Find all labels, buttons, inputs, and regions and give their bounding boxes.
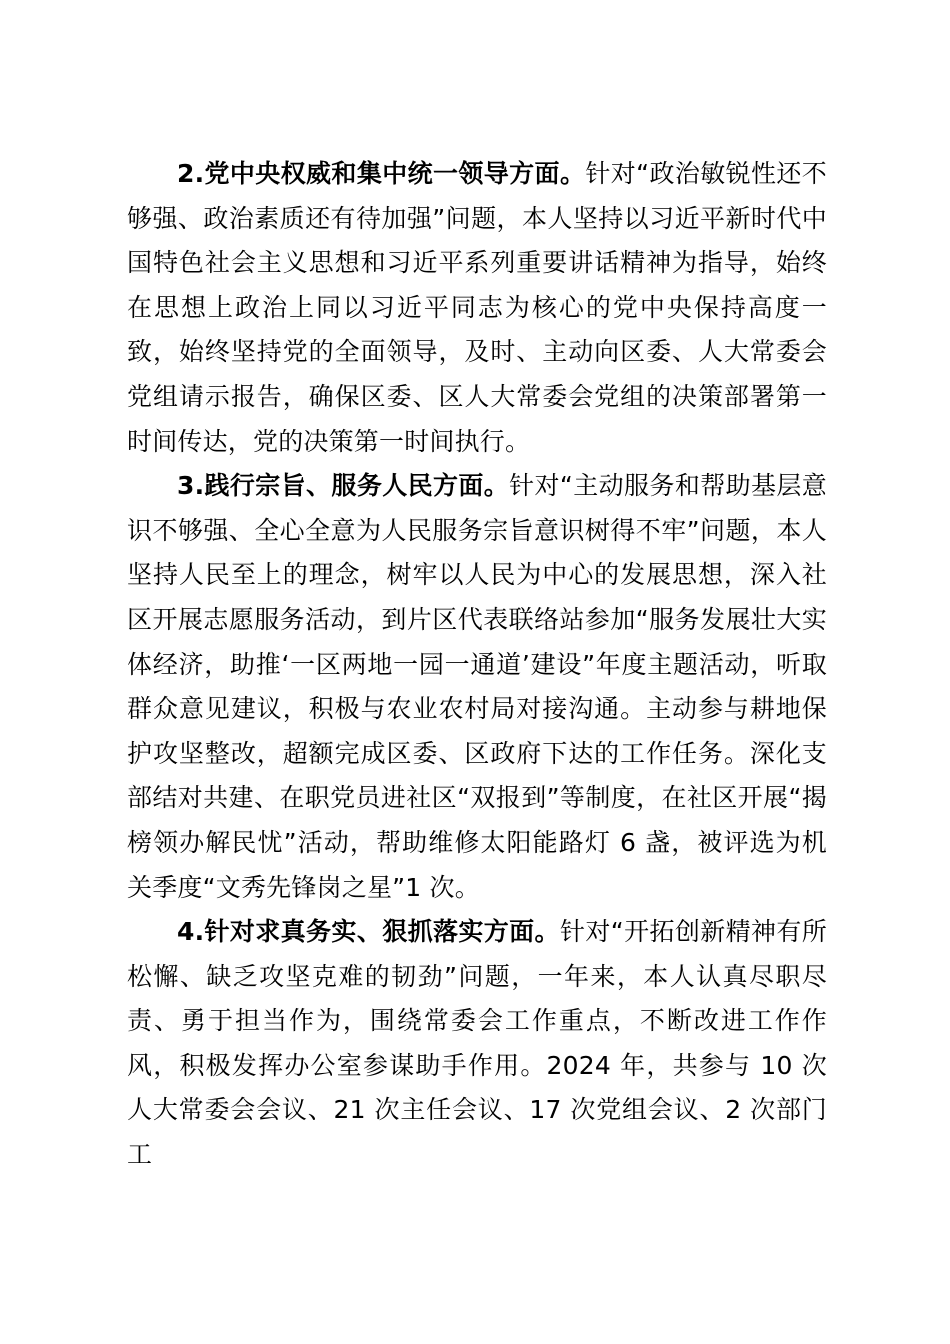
paragraph-practical-work <box>127 910 827 1178</box>
paragraph-heading: 2.党中央权威和集中统一领导方面。 <box>177 159 586 188</box>
paragraph-text: 针对“主动服务和帮助基层意识不够强、全心全意为人民服务宗旨意识树得不牢”问题，本人坚持人民至上的理念，树牢以人民为中心的发展思想，深入社区开展志愿服务活动，到片区代表联络站参加“服务发展壮大实体经济，助推‘一区两地一园一通道’建设”年度主题活动，听取群众意见建议，积极与农业农村局对接沟通。主动参与耕地保护攻坚整改，超额完成区委、区政府下达的工作任务。深化支部结对共建、在职党员进社区“双报到”等制度，在社区开展“揭榜领办解民忧”活动，帮助维修太阳能路灯 6 盏，被评选为机关季度“文秀先锋岗之星”1 次。 <box>127 471 827 902</box>
document-body <box>127 152 827 1178</box>
paragraph-serve-people <box>127 464 827 910</box>
paragraph-heading: 3.践行宗旨、服务人民方面。 <box>177 471 510 501</box>
paragraph-heading: 4.针对求真务实、狠抓落实方面。 <box>177 917 560 947</box>
paragraph-party-leadership <box>127 152 827 464</box>
paragraph-text: 针对“政治敏锐性还不够强、政治素质还有待加强”问题，本人坚持以习近平新时代中国特色社会主义思想和习近平系列重要讲话精神为指导，始终在思想上政治上同以习近平同志为核心的党中央保持高度一致，始终坚持党的全面领导，及时、主动向区委、人大常委会党组请示报告，确保区委、区人大常委会党组的决策部署第一时间传达，党的决策第一时间执行。 <box>127 159 828 456</box>
paragraph-text: 针对“开拓创新精神有所松懈、缺乏攻坚克难的韧劲”问题，一年来，本人认真尽职尽责、勇于担当作为，围绕常委会工作重点，不断改进工作作风，积极发挥办公室参谋助手作用。2024 年，共参与 10 次人大常委会会议、21 次主任会议、17 次党组会议、2 次部门工 <box>127 917 828 1170</box>
